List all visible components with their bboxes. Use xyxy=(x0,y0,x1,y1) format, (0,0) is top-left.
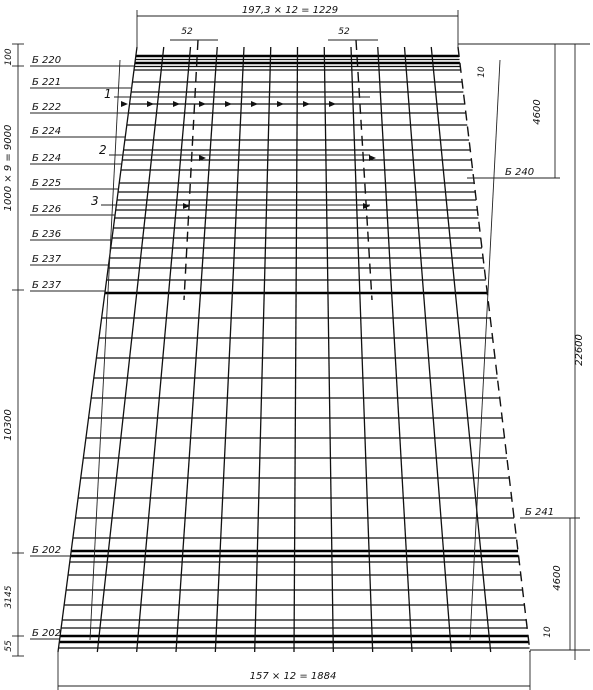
bar-mark-left: Б 237 xyxy=(32,254,62,265)
bar-mark-left: Б 221 xyxy=(32,77,62,88)
longitudinal-bar xyxy=(255,47,271,652)
longitudinal-bar xyxy=(458,47,530,652)
left-top-spacing-dimension: 1000 × 9 = 9000 xyxy=(3,124,14,212)
arrowhead xyxy=(251,101,258,107)
longitudinal-bar xyxy=(431,47,490,652)
right-top-dimension: 4600 xyxy=(532,99,543,125)
bottom-width-dimension: 157 × 12 = 1884 xyxy=(249,671,337,682)
right-total-dimension: 22600 xyxy=(574,334,585,366)
leader-lines xyxy=(30,66,575,639)
arrowhead xyxy=(147,101,154,107)
arrowhead xyxy=(121,101,128,107)
bar-mark-left: Б 226 xyxy=(32,204,62,215)
bar-mark-left: Б 225 xyxy=(32,178,62,189)
longitudinal-bar xyxy=(405,47,452,652)
arrowhead xyxy=(329,101,336,107)
callout-number: 2 xyxy=(99,143,107,157)
bar-mark-right: Б 241 xyxy=(525,507,555,518)
right-bottom-gap-dimension: 10 xyxy=(543,626,553,638)
arrowhead xyxy=(225,101,232,107)
bar-mark-left: Б 237 xyxy=(32,280,62,291)
longitudinal-bar xyxy=(324,47,333,652)
bar-mark-left: Б 224 xyxy=(32,126,62,137)
longitudinal-bar xyxy=(58,47,137,652)
right-bottom-dimension: 4600 xyxy=(552,565,563,591)
longitudinal-bar xyxy=(215,47,244,652)
arrowhead xyxy=(199,101,206,107)
bar-mark-left: Б 236 xyxy=(32,229,62,240)
longitudinal-bar xyxy=(97,47,163,652)
offset-right-dimension: 52 xyxy=(338,27,350,37)
longitudinal-bar xyxy=(378,47,412,652)
bar-mark-right: Б 240 xyxy=(505,167,535,178)
top-width-dimension: 197,3 × 12 = 1229 xyxy=(241,5,339,16)
longitudinal-bar xyxy=(294,47,298,652)
left-bottom-dimension: 55 xyxy=(4,640,14,652)
callout-number: 1 xyxy=(104,87,112,101)
left-middle-dimension: 10300 xyxy=(3,409,14,441)
bar-mark-left: Б 202 xyxy=(32,628,62,639)
bar-mark-left: Б 224 xyxy=(32,153,62,164)
callout-number: 3 xyxy=(91,194,99,208)
right-top-gap-dimension: 10 xyxy=(477,66,487,78)
bar-mark-left: Б 202 xyxy=(32,545,62,556)
edge-bar xyxy=(470,60,500,640)
arrowhead xyxy=(303,101,310,107)
bar-mark-left: Б 220 xyxy=(32,55,62,66)
bar-mark-left: Б 222 xyxy=(32,102,62,113)
mesh-longitudinal-bars xyxy=(58,47,530,652)
arrowhead xyxy=(173,101,180,107)
left-top-edge-dimension: 100 xyxy=(4,48,14,66)
left-lower-dimension: 3145 xyxy=(4,585,14,609)
arrowhead xyxy=(277,101,284,107)
dimension-lines xyxy=(12,10,590,690)
offset-left-dimension: 52 xyxy=(181,27,193,37)
